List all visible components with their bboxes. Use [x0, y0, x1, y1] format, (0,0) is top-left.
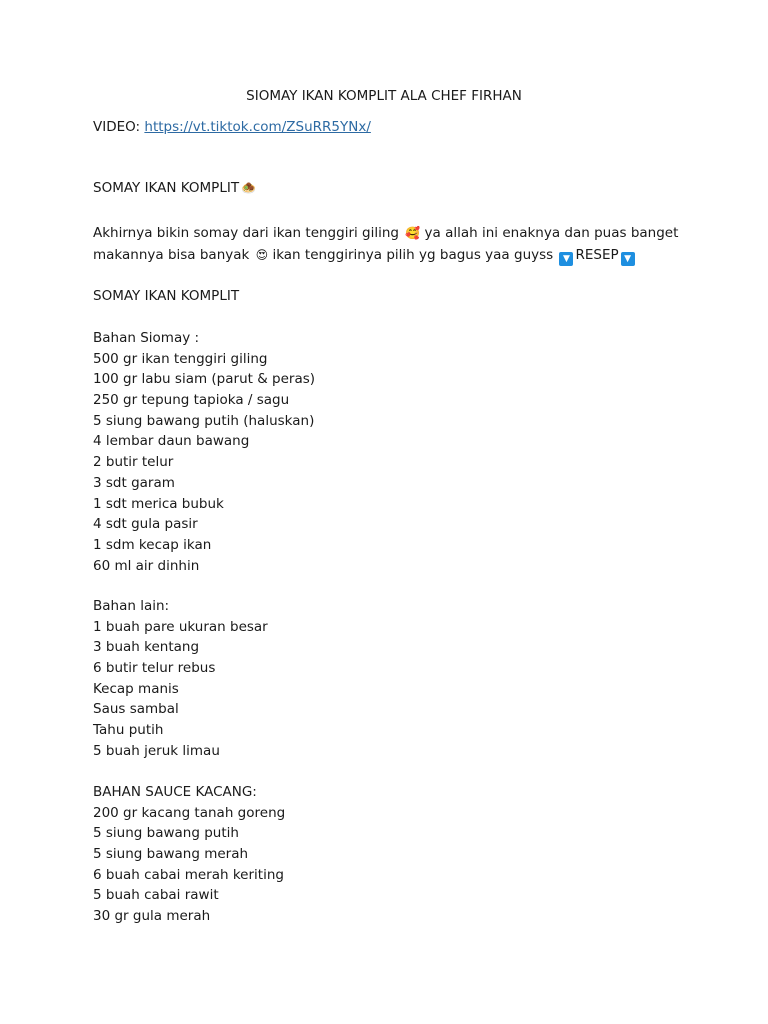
list-item: 4 lembar daun bawang — [93, 433, 250, 450]
document-title: SIOMAY IKAN KOMPLIT ALA CHEF FIRHAN — [246, 88, 522, 104]
bahan-siomay-title: Bahan Siomay : — [93, 330, 200, 346]
list-item: 5 siung bawang merah — [93, 846, 249, 863]
list-item: 200 gr kacang tanah goreng — [93, 804, 286, 821]
intro-text-2: makannya bisa banyak — [93, 247, 250, 263]
list-item: 250 gr tepung tapioka / sagu — [93, 392, 290, 409]
recipe-subheading: SOMAY IKAN KOMPLIT — [93, 288, 240, 304]
video-link[interactable]: https://vt.tiktok.com/ZSuRR5YNx/ — [144, 119, 371, 135]
list-item: 6 butir telur rebus — [93, 660, 216, 677]
list-item: 5 siung bawang putih — [93, 825, 239, 842]
list-item: Saus sambal — [93, 701, 179, 718]
list-item: Tahu putih — [93, 722, 164, 739]
list-item: 1 sdm kecap ikan — [93, 536, 212, 553]
bahan-siomay-list — [93, 349, 315, 577]
list-item: 3 buah kentang — [93, 639, 200, 656]
smiling-hearts-emoji-icon: 🥰 — [405, 226, 421, 240]
list-item: 100 gr labu siam (parut & peras) — [93, 371, 316, 388]
video-label: VIDEO: — [93, 119, 141, 135]
intro-text-2-rest: ikan tenggirinya pilih yg bagus yaa guyss — [272, 247, 554, 263]
recipe-heading — [93, 178, 256, 199]
intro-row-2 — [93, 244, 693, 266]
list-item: 3 sdt garam — [93, 474, 175, 491]
intro-text-1: Akhirnya bikin somay dari ikan tenggiri giling — [93, 225, 399, 241]
list-item: Kecap manis — [93, 680, 179, 697]
list-item: 5 siung bawang putih (haluskan) — [93, 412, 315, 429]
list-item: 6 buah cabai merah keriting — [93, 866, 284, 883]
list-item: 500 gr ikan tenggiri giling — [93, 350, 268, 367]
bahan-lain-section — [93, 596, 268, 762]
down-arrow-icon: ▼ — [559, 252, 573, 266]
list-item: 1 sdt merica bubuk — [93, 495, 224, 512]
heart-eyes-emoji-icon: 😍 — [255, 248, 269, 262]
list-item: 2 butir telur — [93, 454, 174, 471]
resep-label: RESEP — [575, 247, 619, 263]
falafel-emoji-icon: 🧆 — [241, 181, 257, 195]
sauce-section — [93, 782, 285, 927]
recipe-heading-text: SOMAY IKAN KOMPLIT — [93, 180, 240, 196]
intro-paragraph — [93, 222, 693, 266]
list-item: 5 buah jeruk limau — [93, 742, 220, 759]
intro-text-1-rest: ya allah ini enaknya dan puas banget — [424, 225, 679, 241]
bahan-lain-title: Bahan lain: — [93, 598, 170, 614]
list-item: 30 gr gula merah — [93, 908, 211, 925]
sauce-title: BAHAN SAUCE KACANG: — [93, 784, 257, 800]
list-item: 1 buah pare ukuran besar — [93, 618, 268, 635]
list-item: 5 buah cabai rawit — [93, 887, 219, 904]
list-item: 60 ml air dinhin — [93, 557, 200, 574]
down-arrow-icon: ▼ — [621, 252, 635, 266]
video-line — [93, 117, 371, 137]
bahan-lain-list — [93, 617, 268, 762]
intro-row-1 — [93, 222, 693, 244]
list-item: 4 sdt gula pasir — [93, 516, 198, 533]
sauce-list — [93, 803, 285, 927]
bahan-siomay-section — [93, 328, 315, 576]
